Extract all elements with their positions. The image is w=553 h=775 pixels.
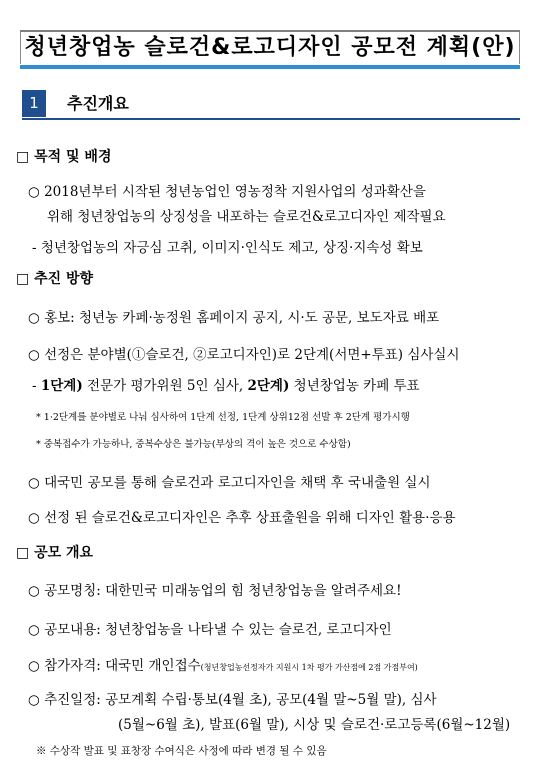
purpose-item-1-line-1: ○ 2018년부터 시작된 청년농업인 영농정착 지원사업의 성과확산을 bbox=[28, 184, 426, 200]
method-item-5: ○ 선정 된 슬로건&로고디자인은 추후 상표출원을 위해 디자인 활용·응용 bbox=[28, 510, 456, 526]
method-item-3-stage-2: 2단계) bbox=[247, 378, 290, 394]
overview-qualification-main: ○ 참가자격: 대국민 개인접수 bbox=[28, 658, 201, 674]
title-box bbox=[20, 32, 520, 64]
overview-heading: □ 공모 개요 bbox=[16, 545, 94, 561]
method-item-3-stage-1: 1단계) bbox=[40, 378, 83, 394]
method-item-1: ○ 홍보: 청년농 카페·농정원 홈페이지 공지, 시·도 공문, 보도자료 배포 bbox=[28, 310, 440, 326]
method-item-4: ○ 대국민 공모를 통해 슬로건과 로고디자인을 채택 후 국내출원 실시 bbox=[28, 475, 431, 491]
method-item-3-suffix: 청년창업농 카페 투표 bbox=[289, 378, 420, 394]
method-item-3-prefix: - bbox=[32, 378, 41, 394]
method-item-3-mid: 전문가 평가위원 5인 심사, bbox=[82, 378, 248, 394]
overview-schedule-line-1: ○ 추진일정: 공모계획 수립·통보(4월 초), 공모(4월 말~5월 말), 심사 bbox=[28, 692, 437, 708]
overview-footnote: ※ 수상작 발표 및 표창장 수여식은 사정에 따라 변경 될 수 있음 bbox=[36, 745, 327, 757]
purpose-item-2: - 청년창업농의 자긍심 고취, 이미지·인식도 제고, 상징·지속성 확보 bbox=[32, 240, 423, 256]
method-note-2: * 중복접수가 가능하나, 중복수상은 불가능(부상의 격이 높은 것으로 수상함) bbox=[36, 439, 351, 450]
purpose-item-1-line-2: 위해 청년창업농의 상징성을 내포하는 슬로건&로고디자인 제작필요 bbox=[47, 209, 446, 225]
section-underline bbox=[22, 118, 520, 120]
overview-content: ○ 공모내용: 청년창업농을 나타낼 수 있는 슬로건, 로고디자인 bbox=[28, 622, 392, 638]
page-title: 청년창업농 슬로건&로고디자인 공모전 계획(안) bbox=[24, 35, 516, 60]
purpose-heading: □ 목적 및 배경 bbox=[16, 149, 112, 165]
method-note-1: * 1·2단계를 분야별로 나눠 심사하여 1단계 선정, 1단계 상위12점 선발 후 2단계 평가시행 bbox=[36, 412, 410, 423]
overview-qualification bbox=[28, 654, 418, 674]
title-bottom-border bbox=[20, 65, 520, 69]
section-number-badge: 1 bbox=[22, 90, 46, 117]
method-item-2: ○ 선정은 분야별(①슬로건, ②로고디자인)로 2단계(서면+투표) 심사실시 bbox=[28, 347, 460, 363]
method-heading: □ 추진 방향 bbox=[16, 271, 94, 287]
overview-name: ○ 공모명칭: 대한민국 미래농업의 힘 청년창업농을 알려주세요! bbox=[28, 583, 402, 599]
overview-qualification-note: (청년창업농선정자가 지원시 1차 평가 가산점에 2점 가점부여) bbox=[200, 663, 418, 672]
overview-schedule-line-2: (5월~6월 초), 발표(6월 말), 시상 및 슬로건·로고등록(6월~12월) bbox=[118, 717, 511, 733]
method-item-3 bbox=[32, 374, 420, 394]
section-title: 추진개요 bbox=[67, 94, 129, 113]
